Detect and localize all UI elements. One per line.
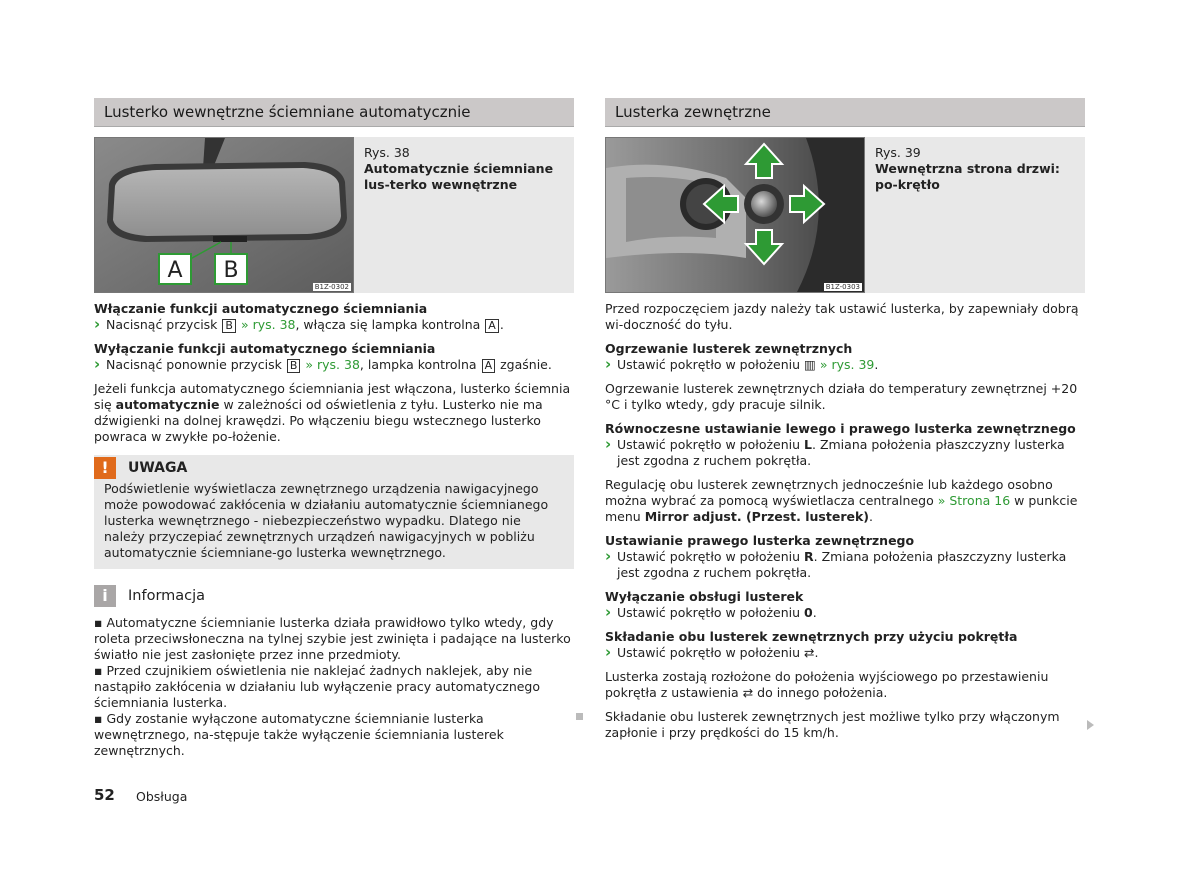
inner-mirror-illustration — [95, 138, 354, 293]
position-r-icon: R — [804, 549, 814, 564]
step-right-mirror: › Ustawić pokrętło w położeniu R. Zmiana położenia płaszczyzny lusterka jest zgodna z ruchem pokrętła. — [605, 549, 1085, 581]
door-knob-illustration — [606, 138, 865, 293]
section-header-inner-mirror: Lusterko wewnętrzne ściemniane automatycznie — [94, 98, 574, 127]
ref-fig-38[interactable]: » rys. 38 — [305, 357, 360, 372]
position-0-icon: 0 — [804, 605, 813, 620]
fold-symbol-icon: ⇄ — [742, 685, 754, 700]
figure-code: B1Z-0302 — [314, 283, 349, 291]
heading-heating: Ogrzewanie lusterek zewnętrznych — [605, 341, 853, 356]
info-title: Informacja — [128, 588, 206, 604]
warning-text: Podświetlenie wyświetlacza zewnętrznego urządzenia nawigacyjnego może powodować zakłócenia w działaniu automatycznie ściemnianego lusterka wewnętrznego - niebezpieczeństwo wypadku. Dlatego nie należy przyczepiać zewnętrznych urządzeń nawigacyjnych w pobliżu automatycznie ściemniane-go lusterka wewnętrznego. — [104, 481, 549, 560]
figure-code: B1Z-0303 — [825, 283, 860, 291]
key-a: A — [482, 359, 496, 373]
heading-simultaneous: Równoczesne ustawianie lewego i prawego lusterka zewnętrznego — [605, 421, 1076, 436]
key-b: B — [222, 319, 236, 333]
step-off: › Ustawić pokrętło w położeniu 0. — [605, 605, 1085, 621]
section-end-marker — [576, 713, 583, 720]
info-item: ▪ Automatyczne ściemnianie lusterka działa prawidłowo tylko wtedy, gdy roleta przeciwsłoneczna na tylnej szybie jest zwinięta i padające na lusterko światło nie jest zasłonięte przez inne przedmioty. — [94, 615, 571, 662]
figure-number: Rys. 38 — [364, 145, 410, 160]
position-l-icon: L — [804, 437, 812, 452]
key-a: A — [485, 319, 499, 333]
continue-arrow-icon — [1087, 720, 1094, 730]
heating-symbol-icon: ▥ — [804, 357, 816, 372]
ref-fig-38[interactable]: » rys. 38 — [240, 317, 296, 332]
figure-39 — [605, 137, 1085, 293]
step-heating: › Ustawić pokrętło w położeniu ▥ » rys. 39. — [605, 357, 1085, 373]
label-a: A — [167, 258, 183, 283]
door-knob-image — [605, 137, 865, 293]
heading-right-mirror: Ustawianie prawego lusterka zewnętrznego — [605, 533, 915, 548]
inner-mirror-image — [94, 137, 354, 293]
heading-fold: Składanie obu lusterek zewnętrznych przy użyciu pokrętła — [605, 629, 1018, 644]
simultaneous-description: Regulację obu lusterek zewnętrznych jednocześnie lub każdego osobno można wybrać za pomocą wyświetlacza centralnego » Strona 16 w punkcie menu Mirror adjust. (Przest. lusterek). — [605, 477, 1078, 524]
fold-condition: Składanie obu lusterek zewnętrznych jest możliwe tylko przy włączonym zapłonie i przy prędkości do 15 km/h. — [605, 709, 1060, 740]
figure-caption — [865, 137, 1085, 293]
step-auto-dim-on: › Nacisnąć przycisk B » rys. 38, włącza się lampka kontrolna A . — [94, 317, 574, 333]
key-b: B — [287, 359, 301, 373]
intro-text: Przed rozpoczęciem jazdy należy tak ustawić lusterka, by zapewniały dobrą wi-doczność do tyłu. — [605, 301, 1079, 332]
figure-number: Rys. 39 — [875, 145, 921, 160]
info-item: ▪ Gdy zostanie wyłączone automatyczne ściemnianie lusterka wewnętrznego, na-stępuje także wyłączenie ściemniania lusterek zewnętrznych. — [94, 711, 504, 758]
heading-off: Wyłączanie obsługi lusterek — [605, 589, 804, 604]
fold-description: Lusterka zostają rozłożone do położenia wyjściowego po przestawieniu pokrętła z ustawienia ⇄ do innego położenia. — [605, 669, 1049, 700]
figure-description: Wewnętrzna strona drzwi: po-krętło — [875, 161, 1060, 192]
info-item: ▪ Przed czujnikiem oświetlenia nie naklejać żadnych naklejek, aby nie nastąpiło zakłócenia w działaniu lub wyłączenie pracy automatycznego ściemniania lusterka. — [94, 663, 541, 710]
info-icon: i — [94, 585, 116, 607]
auto-dim-description: Jeżeli funkcja automatycznego ściemniania jest włączona, lusterko ściemnia się automatycznie w zależności od oświetlenia z tyłu. Lusterko nie ma dźwigienki na dolnej krawędzi. Po włączeniu biegu wstecznego lusterko powraca w zwykłe po-łożenie. — [94, 381, 571, 444]
label-b: B — [223, 258, 239, 283]
ref-page-16[interactable]: » Strona 16 — [937, 493, 1011, 508]
ref-fig-39[interactable]: » rys. 39 — [819, 357, 875, 372]
page-number: 52 — [94, 786, 115, 804]
left-column — [94, 98, 574, 759]
info-header — [94, 583, 574, 609]
right-column — [605, 98, 1085, 741]
heating-description: Ogrzewanie lusterek zewnętrznych działa do temperatury zewnętrznej +20 °C i tylko wtedy, gdy pracuje silnik. — [605, 381, 1078, 412]
warning-box — [94, 455, 574, 569]
figure-38 — [94, 137, 574, 293]
heading-auto-dim-on: Włączanie funkcji automatycznego ściemniania — [94, 301, 428, 316]
figure-description: Automatycznie ściemniane lus-terko wewnętrzne — [364, 161, 554, 192]
step-simultaneous: › Ustawić pokrętło w położeniu L. Zmiana położenia płaszczyzny lusterka jest zgodna z ruchem pokrętła. — [605, 437, 1085, 469]
section-header-outer-mirrors: Lusterka zewnętrzne — [605, 98, 1085, 127]
heading-auto-dim-off: Wyłączanie funkcji automatycznego ściemniania — [94, 341, 436, 356]
info-list — [94, 615, 574, 759]
warning-title: UWAGA — [128, 460, 188, 476]
step-auto-dim-off: › Nacisnąć ponownie przycisk B » rys. 38, lampka kontrolna A zgaśnie. — [94, 357, 574, 373]
step-fold: › Ustawić pokrętło w położeniu ⇄. — [605, 645, 1085, 661]
warning-icon: ! — [94, 457, 116, 479]
fold-symbol-icon: ⇄ — [804, 645, 815, 660]
figure-caption — [354, 137, 574, 293]
page-section: Obsługa — [136, 789, 188, 804]
